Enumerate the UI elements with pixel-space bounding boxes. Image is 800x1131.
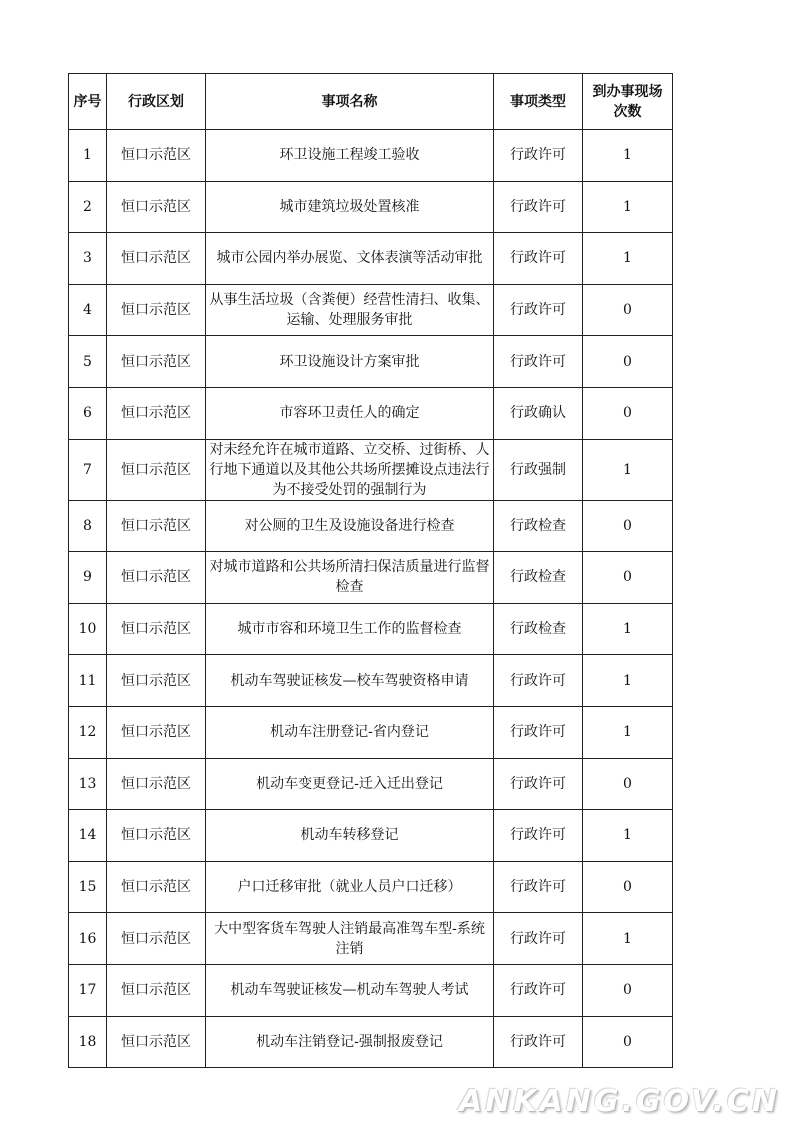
cell-serial: 3 [69,233,107,285]
cell-visit-count: 1 [583,913,673,965]
cell-item-name: 环卫设施设计方案审批 [206,336,494,388]
cell-district: 恒口示范区 [107,706,206,758]
cell-district: 恒口示范区 [107,758,206,810]
cell-item-type: 行政许可 [494,964,583,1016]
header-item-type: 事项类型 [494,74,583,130]
cell-serial: 15 [69,861,107,913]
cell-item-type: 行政许可 [494,810,583,862]
cell-district: 恒口示范区 [107,552,206,604]
cell-item-type: 行政许可 [494,130,583,182]
cell-item-name: 城市市容和环境卫生工作的监督检查 [206,603,494,655]
cell-item-type: 行政检查 [494,552,583,604]
cell-visit-count: 0 [583,284,673,336]
cell-item-name: 机动车注销登记-强制报废登记 [206,1016,494,1068]
header-serial: 序号 [69,74,107,130]
cell-item-name: 城市建筑垃圾处置核准 [206,181,494,233]
cell-visit-count: 1 [583,655,673,707]
cell-visit-count: 0 [583,758,673,810]
cell-item-type: 行政许可 [494,913,583,965]
cell-visit-count: 1 [583,181,673,233]
cell-item-name: 机动车注册登记-省内登记 [206,706,494,758]
cell-visit-count: 1 [583,233,673,285]
cell-district: 恒口示范区 [107,233,206,285]
cell-item-name: 从事生活垃圾（含粪便）经营性清扫、收集、运输、处理服务审批 [206,284,494,336]
cell-visit-count: 1 [583,603,673,655]
service-items-table [68,73,673,1068]
cell-item-name: 大中型客货车驾驶人注销最高准驾车型-系统注销 [206,913,494,965]
cell-district: 恒口示范区 [107,439,206,500]
cell-item-type: 行政检查 [494,500,583,552]
cell-serial: 16 [69,913,107,965]
cell-serial: 11 [69,655,107,707]
cell-district: 恒口示范区 [107,603,206,655]
cell-visit-count: 0 [583,1016,673,1068]
cell-item-type: 行政许可 [494,284,583,336]
cell-item-name: 机动车转移登记 [206,810,494,862]
cell-serial: 6 [69,387,107,439]
cell-item-type: 行政确认 [494,387,583,439]
cell-district: 恒口示范区 [107,655,206,707]
cell-item-name: 户口迁移审批（就业人员户口迁移） [206,861,494,913]
cell-serial: 14 [69,810,107,862]
cell-visit-count: 0 [583,861,673,913]
cell-visit-count: 0 [583,500,673,552]
cell-item-name: 机动车驾驶证核发—校车驾驶资格申请 [206,655,494,707]
cell-district: 恒口示范区 [107,964,206,1016]
cell-item-type: 行政许可 [494,181,583,233]
cell-item-name: 市容环卫责任人的确定 [206,387,494,439]
table-row [69,964,673,1016]
table-row [69,387,673,439]
cell-item-name: 环卫设施工程竣工验收 [206,130,494,182]
cell-district: 恒口示范区 [107,284,206,336]
cell-district: 恒口示范区 [107,1016,206,1068]
cell-district: 恒口示范区 [107,336,206,388]
table-row [69,861,673,913]
table-row [69,284,673,336]
table-row [69,1016,673,1068]
cell-item-type: 行政许可 [494,1016,583,1068]
table-row [69,181,673,233]
cell-item-name: 对未经允许在城市道路、立交桥、过街桥、人行地下通道以及其他公共场所摆摊设点违法行为不接受处罚的强制行为 [206,439,494,500]
cell-serial: 13 [69,758,107,810]
cell-item-type: 行政许可 [494,655,583,707]
cell-visit-count: 0 [583,964,673,1016]
cell-visit-count: 0 [583,336,673,388]
table-row [69,552,673,604]
cell-serial: 1 [69,130,107,182]
header-district: 行政区划 [107,74,206,130]
cell-item-name: 对城市道路和公共场所清扫保洁质量进行监督检查 [206,552,494,604]
table-row [69,913,673,965]
cell-serial: 8 [69,500,107,552]
cell-serial: 4 [69,284,107,336]
cell-item-name: 机动车变更登记-迁入迁出登记 [206,758,494,810]
cell-item-type: 行政许可 [494,233,583,285]
cell-visit-count: 0 [583,552,673,604]
cell-district: 恒口示范区 [107,500,206,552]
cell-district: 恒口示范区 [107,130,206,182]
cell-serial: 12 [69,706,107,758]
cell-item-type: 行政许可 [494,336,583,388]
cell-district: 恒口示范区 [107,387,206,439]
cell-item-type: 行政许可 [494,706,583,758]
cell-item-name: 机动车驾驶证核发—机动车驾驶人考试 [206,964,494,1016]
header-row [69,74,673,130]
cell-serial: 10 [69,603,107,655]
table-row [69,500,673,552]
cell-visit-count: 0 [583,387,673,439]
table-row [69,439,673,500]
cell-district: 恒口示范区 [107,913,206,965]
cell-item-type: 行政强制 [494,439,583,500]
header-visit-count: 到办事现场次数 [583,74,673,130]
header-item-name: 事项名称 [206,74,494,130]
cell-serial: 18 [69,1016,107,1068]
cell-serial: 5 [69,336,107,388]
cell-serial: 7 [69,439,107,500]
table-row [69,758,673,810]
table-row [69,336,673,388]
cell-visit-count: 1 [583,439,673,500]
cell-district: 恒口示范区 [107,810,206,862]
site-watermark: ANKANG.GOV.CN [458,1084,780,1119]
cell-item-type: 行政检查 [494,603,583,655]
cell-item-name: 对公厕的卫生及设施设备进行检查 [206,500,494,552]
cell-item-type: 行政许可 [494,861,583,913]
cell-visit-count: 1 [583,130,673,182]
cell-serial: 17 [69,964,107,1016]
table-row [69,655,673,707]
table-row [69,603,673,655]
cell-serial: 2 [69,181,107,233]
table-row [69,130,673,182]
cell-item-name: 城市公园内举办展览、文体表演等活动审批 [206,233,494,285]
cell-district: 恒口示范区 [107,181,206,233]
cell-item-type: 行政许可 [494,758,583,810]
cell-serial: 9 [69,552,107,604]
table-row [69,706,673,758]
cell-district: 恒口示范区 [107,861,206,913]
cell-visit-count: 1 [583,706,673,758]
table-row [69,233,673,285]
cell-visit-count: 1 [583,810,673,862]
table-row [69,810,673,862]
